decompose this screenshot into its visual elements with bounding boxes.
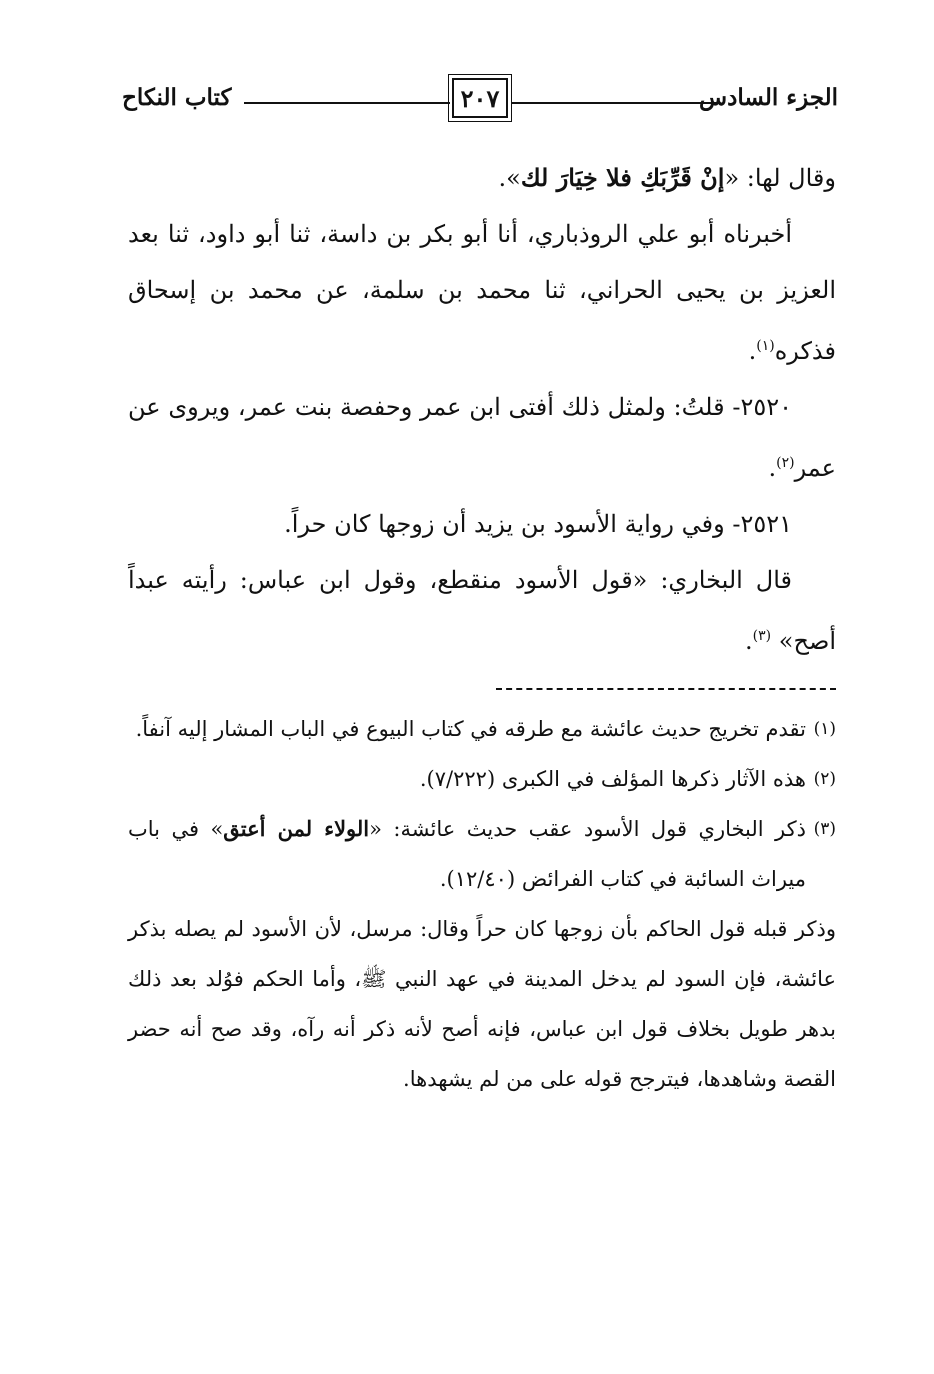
footnote-3-continuation: وذكر قبله قول الحاكم بأن زوجها كان حراً وقال: مرسل، لأن الأسود لم يصله بذكر عائشة، فإن السود لم يدخل المدينة في عهد النبي ﷺ، وأما الحكم فوُلد بعد ذلك بدهر طويل بخلاف قول ابن عباس، فإنه أصح لأنه ذكر أنه رآه، وقد صح أنه حضر القصة وشاهدها، فيترجح قوله على من لم يشهدها. <box>128 917 836 1091</box>
footnote-ref-3: (٣) <box>752 628 772 644</box>
period: . <box>745 627 753 655</box>
paragraph-2 <box>128 206 836 379</box>
paragraph-4: ٢٥٢١- وفي رواية الأسود بن يزيد أن زوجها كان حراً. <box>284 510 792 538</box>
header-rule-right <box>512 102 718 104</box>
period: . <box>748 337 757 365</box>
bukhari-quote: قال البخاري: «قول الأسود منقطع، وقول ابن عباس: رأيته عبداً أصح» <box>128 566 836 655</box>
footnote-text: ذكر البخاري قول الأسود عقب حديث عائشة: « <box>369 817 806 841</box>
header-rule-left <box>244 102 450 104</box>
footnote-number: (٢) <box>813 769 836 789</box>
footnote-3 <box>128 804 836 904</box>
footnotes <box>128 704 836 1104</box>
footnote-number: (٣) <box>813 819 836 839</box>
footnote-text: » في باب ميراث السائبة في كتاب الفرائض (١٢/٤٠). <box>128 817 806 891</box>
footnote-ref-1: (١) <box>756 338 775 354</box>
page-number: ٢٠٧ <box>452 78 508 118</box>
paragraph-5 <box>128 552 836 669</box>
footnote-number: (١) <box>813 719 836 739</box>
quote-open: وقال لها: « <box>724 164 836 192</box>
footnote-2 <box>128 754 836 804</box>
isnad-text: أخبرناه أبو علي الروذباري، أنا أبو بكر بن داسة، ثنا أبو داود، ثنا بعد العزيز بن يحيى الحراني، ثنا محمد بن سلمة، عن محمد بن إسحاق فذكره <box>128 220 836 365</box>
entry-2520: ٢٥٢٠- قلتُ: ولمثل ذلك أفتى ابن عمر وحفصة بنت عمر، ويروى عن عمر <box>128 393 836 482</box>
main-text <box>128 150 836 669</box>
footnote-ref-2: (٢) <box>776 455 795 471</box>
footnote-quote: الولاء لمن أعتق <box>223 816 370 841</box>
page-header <box>122 78 838 126</box>
book-title: كتاب النكاح <box>122 84 232 111</box>
footnote-1 <box>128 704 836 754</box>
quote-close: ». <box>498 164 521 192</box>
paragraph-1 <box>128 150 836 206</box>
footnote-text: هذه الآثار ذكرها المؤلف في الكبرى (٧/٢٢٢). <box>419 767 806 791</box>
footnote-divider <box>496 688 836 690</box>
paragraph-3 <box>128 379 836 496</box>
period: . <box>768 454 777 482</box>
volume-title: الجزء السادس <box>699 84 838 111</box>
hadith-quote: إنْ قَرِّبَكِ فلا خِيَارَ لك <box>520 163 725 192</box>
footnote-text: تقدم تخريج حديث عائشة مع طرقه في كتاب البيوع في الباب المشار إليه آنفاً. <box>135 717 806 741</box>
